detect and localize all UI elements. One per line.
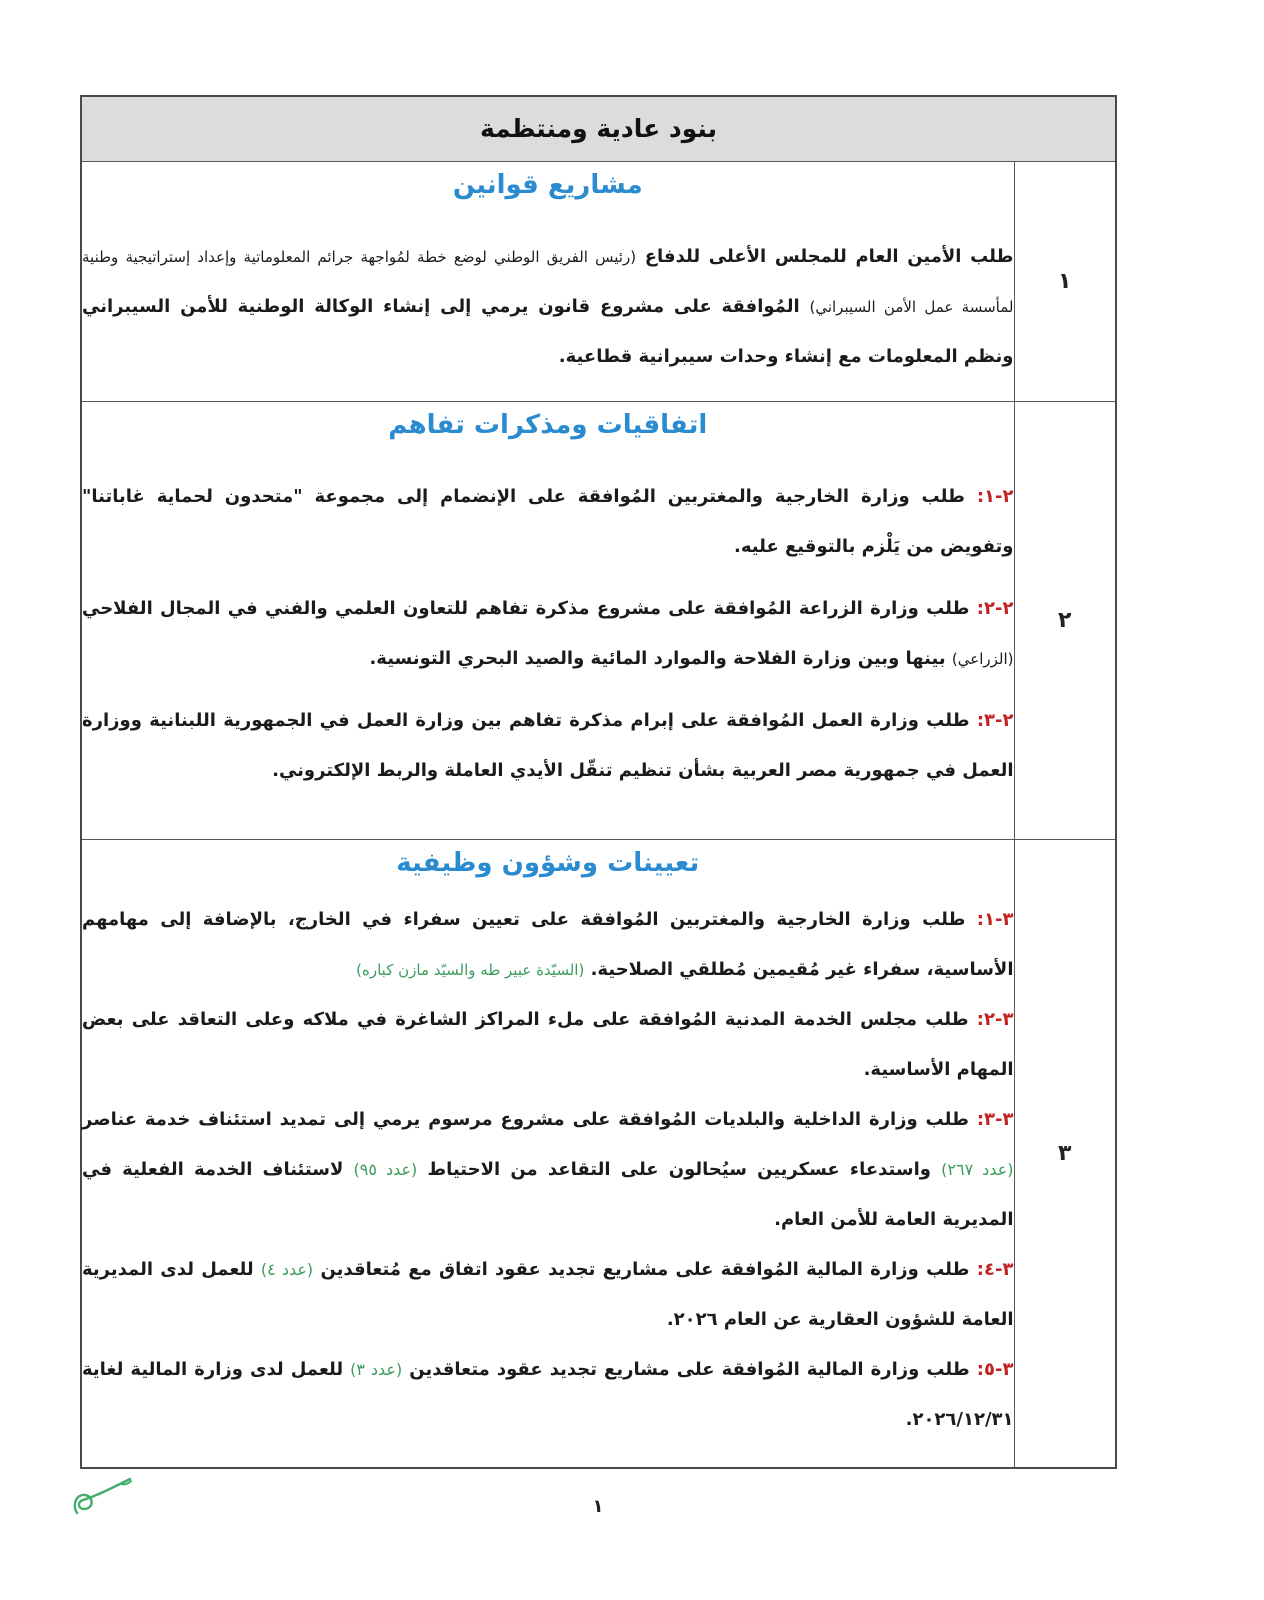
agenda-item [82,472,1014,572]
item-highlight: (السيّدة عبير طه والسيّد مازن كباره) [356,960,585,979]
agenda-row-agreements [81,401,1116,839]
agenda-item [82,995,1014,1095]
item-note: (الزراعي) [951,649,1014,668]
page-footer [80,1469,1115,1539]
agenda-item [82,584,1014,684]
agenda-item [82,232,1014,382]
row-content [81,839,1014,1468]
item-text: طلب وزارة العمل المُوافقة على إبرام مذكرة تفاهم بين وزارة العمل في الجمهورية اللبنانية ووزارة العمل في جمهورية مصر العربية بشأن تنظيم تنقّل الأيدي العاملة والربط الإلكتروني. [82,709,1014,781]
item-text: طلب وزارة الخارجية والمغتربين المُوافقة على تعيين سفراء في الخارج، بالإضافة إلى مهامهم الأساسية، سفراء غير مُقيمين مُطلقي الصلاحية. [82,908,1014,980]
agenda-item [82,1095,1014,1245]
row-number: ١ [1014,161,1116,401]
agenda-item [82,696,1014,796]
agenda-item [82,1345,1014,1445]
item-label: ٣-٣: [976,1108,1014,1130]
table-header-row [81,96,1116,161]
section-title: تعيينات وشؤون وظيفية [396,847,700,878]
item-text: لاستئناف الخدمة الفعلية في المديرية العامة للأمن العام. [82,1158,1014,1230]
item-label: ٣-٥: [976,1358,1014,1380]
item-text: بينها وبين وزارة الفلاحة والموارد المائية والصيد البحري التونسية. [369,647,946,669]
agenda-table [80,95,1117,1469]
agenda-item [82,895,1014,995]
signature-mark [70,1475,134,1521]
item-text: طلب وزارة المالية المُوافقة على مشاريع تجديد عقود اتفاق مع مُتعاقدين [320,1258,970,1280]
row-number: ٢ [1014,401,1116,839]
agenda-row-bills [81,161,1116,401]
item-text: طلب وزارة المالية المُوافقة على مشاريع تجديد عقود متعاقدين [409,1358,970,1380]
item-highlight: (عدد ٤) [260,1259,314,1279]
row-content [81,401,1014,839]
agenda-sheet [80,95,1115,1539]
item-label: ٢-٣: [976,709,1014,731]
row-content [81,161,1014,401]
section-title: مشاريع قوانين [452,169,643,200]
item-text: طلب وزارة الخارجية والمغتربين المُوافقة على الإنضمام إلى مجموعة "متحدون لحماية غاباتنا" وتفويض من يَلْزم بالتوقيع عليه. [82,485,1014,557]
item-text: طلب الأمين العام للمجلس الأعلى للدفاع [644,245,1014,267]
item-label: ٣-٤: [976,1258,1014,1280]
page-number: ١ [592,1496,604,1517]
item-text: للعمل لدى المديرية العامة للشؤون العقارية عن العام ٢٠٢٦. [82,1258,1014,1330]
item-highlight: (عدد ٩٥) [353,1159,418,1179]
item-text: للعمل لدى وزارة المالية لغاية ٢٠٢٦/١٢/٣١. [82,1358,1014,1430]
row-number: ٣ [1014,839,1116,1468]
item-text: طلب وزارة الداخلية والبلديات المُوافقة على مشروع مرسوم يرمي إلى تمديد استئناف خدمة عناصر [82,1108,969,1130]
section-title: اتفاقيات ومذكرات تفاهم [388,409,708,440]
agenda-item [82,1245,1014,1345]
item-label: ٢-١: [976,485,1014,507]
item-note: (رئيس الفريق الوطني لوضع خطة لمُواجهة جرائم المعلوماتية وإعداد إستراتيجية وطنية لمأسسة عمل الأمن السيبراني) [82,247,1014,316]
item-text: واستدعاء عسكريين سيُحالون على التقاعد من الاحتياط [427,1158,931,1180]
table-header-title: بنود عادية ومنتظمة [81,96,1116,161]
item-text: طلب وزارة الزراعة المُوافقة على مشروع مذكرة تفاهم للتعاون العلمي والفني في المجال الفلاحي [82,597,970,619]
item-highlight: (عدد ٣) [350,1359,403,1379]
item-text: المُوافقة على مشروع قانون يرمي إلى إنشاء الوكالة الوطنية للأمن السيبراني ونظم المعلومات مع إنشاء وحدات سيبرانية قطاعية. [82,295,1014,367]
item-label: ٣-١: [976,908,1014,930]
item-label: ٣-٢: [976,1008,1014,1030]
item-label: ٢-٢: [976,597,1014,619]
item-highlight: (عدد ٢٦٧) [941,1159,1014,1179]
item-text: طلب مجلس الخدمة المدنية المُوافقة على ملء المراكز الشاغرة في ملاكه وعلى التعاقد على بعض المهام الأساسية. [82,1008,1014,1080]
agenda-row-appointments [81,839,1116,1468]
